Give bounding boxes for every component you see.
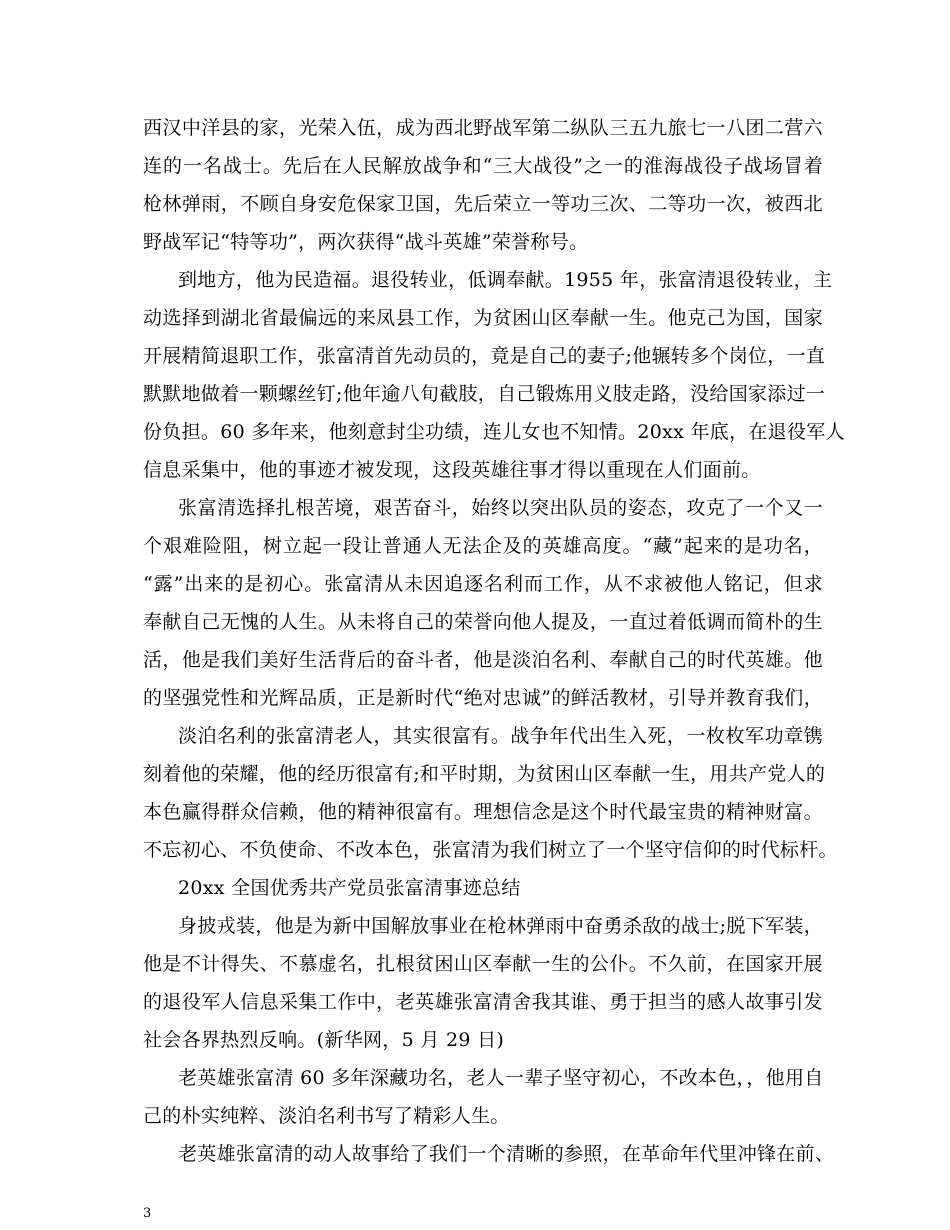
body-text-line: 连的一名战士。先后在人民解放战争和“三大战役”之一的淮海战役子战场冒着: [143, 155, 823, 177]
body-text-line: 个艰难险阻，树立起一段让普通人无法企及的英雄高度。“藏”起来的是功名，: [143, 535, 823, 557]
body-text-line: 默默地做着一颗螺丝钉;他年逾八旬截肢，自己锻炼用义肢走路，没给国家添过一: [143, 383, 826, 405]
body-text-line: 野战军记“特等功”，两次获得“战斗英雄”荣誉称号。: [143, 231, 589, 253]
body-text-line: 开展精简退职工作，张富清首先动员的，竟是自己的妻子;他辗转多个岗位，一直: [143, 345, 826, 367]
body-text-line: 动选择到湖北省最偏远的来凤县工作，为贫困山区奉献一生。他克己为国，国家: [143, 307, 823, 329]
body-text-line: 枪林弹雨，不顾自身安危保家卫国，先后荣立一等功三次、二等功一次，被西北: [143, 193, 823, 215]
paragraph-first-line: 淡泊名利的张富清老人，其实很富有。战争年代出生入死，一枚枚军功章镌: [178, 725, 823, 747]
body-text-line: 不忘初心、不负使命、不改本色，张富清为我们树立了一个坚守信仰的时代标杆。: [143, 839, 838, 861]
body-text-line: 信息采集中，他的事迹才被发现，这段英雄往事才得以重现在人们面前。: [143, 459, 761, 481]
body-text-line: “露”出来的是初心。张富清从未因追逐名利而工作，从不求被他人铭记，但求: [143, 573, 823, 595]
body-text-line: 奉献自己无愧的人生。从未将自己的荣誉向他人提及，一直过着低调而简朴的生: [143, 611, 823, 633]
body-text-line: 本色赢得群众信赖，他的精神很富有。理想信念是这个时代最宝贵的精神财富。: [143, 801, 823, 823]
paragraph-first-line: 身披戎装，他是为新中国解放事业在枪林弹雨中奋勇杀敌的战士;脱下军装，: [178, 915, 823, 937]
body-text-line: 西汉中洋县的家，光荣入伍，成为西北野战军第二纵队三五九旅七一八团二营六: [143, 117, 823, 139]
section-title: 20xx 全国优秀共产党员张富清事迹总结: [178, 877, 521, 899]
body-text-line: 他是不计得失、不慕虚名，扎根贫困山区奉献一生的公仆。不久前，在国家开展: [143, 953, 823, 975]
body-text-line: 刻着他的荣耀，他的经历很富有;和平时期，为贫困山区奉献一生，用共产党人的: [143, 763, 826, 785]
paragraph-first-line: 老英雄张富清的动人故事给了我们一个清晰的参照，在革命年代里冲锋在前、: [178, 1143, 835, 1165]
body-text-line: 的退役军人信息采集工作中，老英雄张富清舍我其谁、勇于担当的感人故事引发: [143, 991, 823, 1013]
paragraph-first-line: 到地方，他为民造福。退役转业，低调奉献。1955 年，张富清退役转业，主: [178, 269, 833, 291]
paragraph-first-line: 张富清选择扎根苦境，艰苦奋斗，始终以突出队员的姿态，攻克了一个又一: [178, 497, 823, 519]
body-text-line: 社会各界热烈反响。(新华网，5 月 29 日): [143, 1029, 505, 1051]
paragraph-first-line: 老英雄张富清 60 多年深藏功名，老人一辈子坚守初心，不改本色，，他用自: [178, 1067, 824, 1089]
body-text-line: 己的朴实纯粹、淡泊名利书写了精彩人生。: [143, 1105, 510, 1127]
body-text-line: 份负担。60 多年来，他刻意封尘功绩，连儿女也不知情。20xx 年底，在退役军人: [143, 421, 845, 443]
page-number: 3: [143, 1206, 152, 1221]
body-text-line: 活，他是我们美好生活背后的奋斗者，他是淡泊名利、奉献自己的时代英雄。他: [143, 649, 823, 671]
body-text-line: 的坚强党性和光辉品质，正是新时代“绝对忠诚”的鲜活教材，引导并教育我们，: [143, 687, 823, 709]
